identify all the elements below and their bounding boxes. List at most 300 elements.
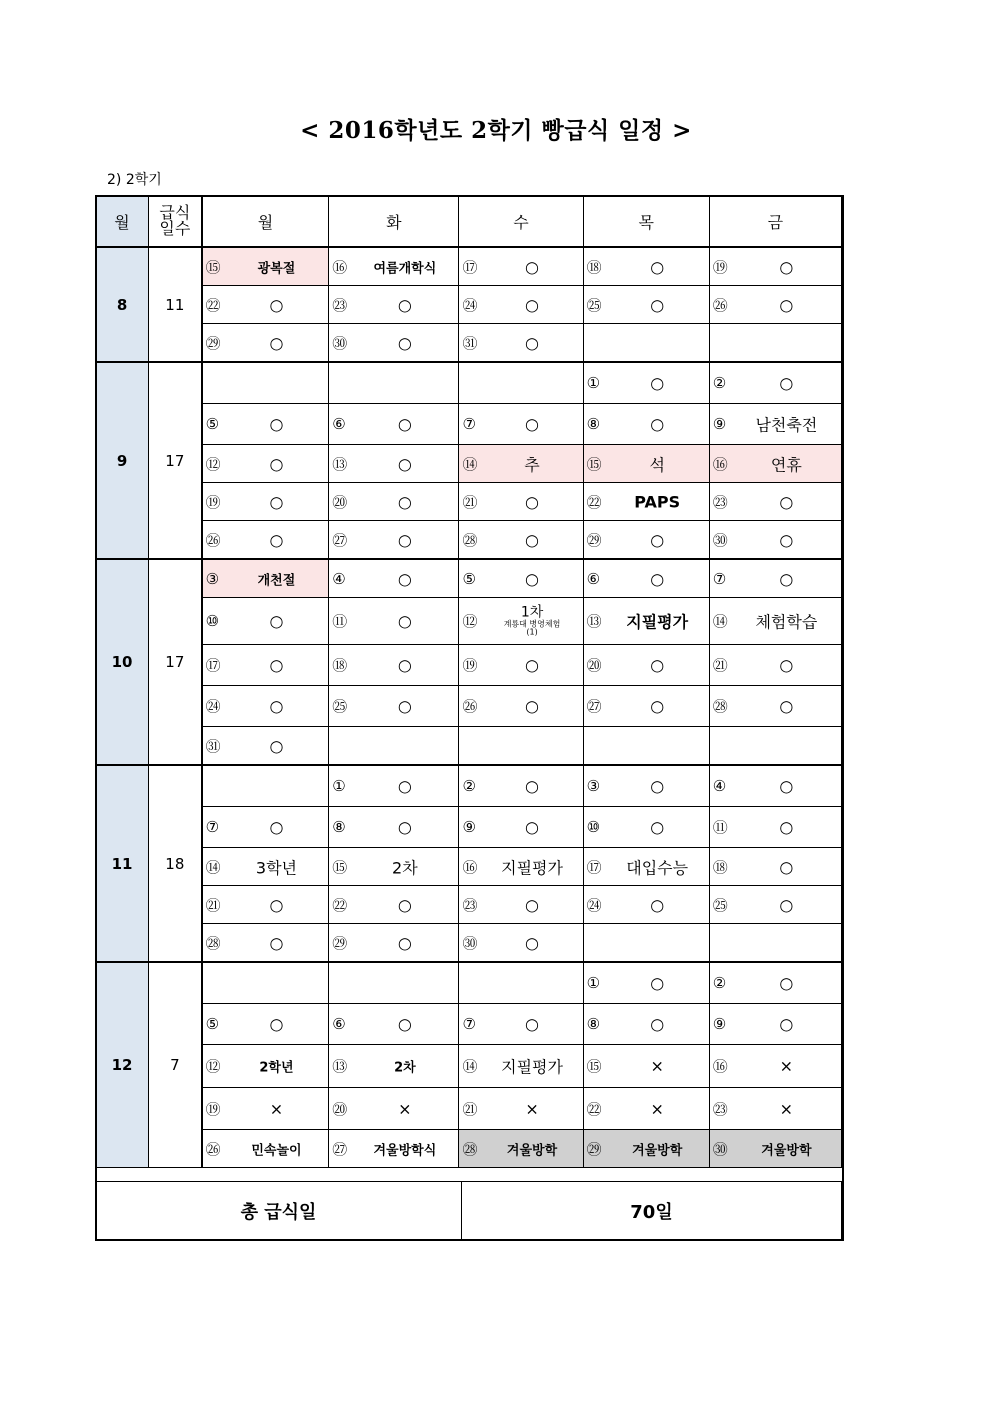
week-row xyxy=(96,1130,842,1168)
no-meal-mark: × xyxy=(398,1099,412,1118)
week-row xyxy=(96,559,842,598)
day-cell-mon xyxy=(202,886,329,924)
day-event: 겨울방학식 xyxy=(373,1143,437,1158)
meal-mark: ○ xyxy=(397,933,412,952)
meal-mark: ○ xyxy=(269,454,284,473)
day-cell-wed xyxy=(459,962,583,1004)
meal-mark: ○ xyxy=(269,414,284,434)
week-row xyxy=(96,598,842,645)
day-event: 겨울방학 xyxy=(761,1143,812,1158)
day-cell-thu xyxy=(583,727,709,766)
day-cell-tue xyxy=(329,765,459,807)
week-row xyxy=(96,924,842,963)
day-number: ⑱ xyxy=(712,858,728,876)
day-cell-fri xyxy=(709,1130,841,1168)
day-cell-mon xyxy=(202,1130,329,1168)
day-number: ㉗ xyxy=(332,1140,348,1158)
day-number: ⑫ xyxy=(205,455,221,473)
day-cell-thu xyxy=(583,1004,709,1045)
meal-mark: ○ xyxy=(269,611,284,631)
day-number: ⑦ xyxy=(462,1015,476,1033)
header-month: 월 xyxy=(96,196,149,248)
day-cell-wed xyxy=(459,324,583,363)
day-cell-mon xyxy=(202,247,329,286)
meal-mark: ○ xyxy=(779,973,794,993)
meal-day-count: 11 xyxy=(149,247,202,362)
meal-day-count: 17 xyxy=(149,362,202,559)
day-cell-wed xyxy=(459,404,583,445)
day-cell-mon xyxy=(202,404,329,445)
meal-mark: ○ xyxy=(269,492,284,511)
day-cell-tue xyxy=(329,848,459,886)
day-number: ㉓ xyxy=(462,896,478,914)
total-table xyxy=(95,1181,842,1240)
day-number: ㉙ xyxy=(586,531,602,549)
meal-mark: ○ xyxy=(269,736,284,755)
no-meal-mark: × xyxy=(779,1056,794,1076)
day-cell-tue xyxy=(329,404,459,445)
day-number: ⑬ xyxy=(332,1057,348,1076)
day-number: ⑭ xyxy=(712,612,728,631)
meal-mark: ○ xyxy=(525,414,540,434)
day-event: 지필평가 xyxy=(501,1057,563,1077)
day-number: ⑨ xyxy=(712,415,727,433)
day-cell-tue xyxy=(329,247,459,286)
day-number: ① xyxy=(332,777,346,795)
day-number: ⑥ xyxy=(586,569,601,588)
day-number: ⑭ xyxy=(205,858,221,876)
day-cell-thu xyxy=(583,362,709,404)
day-cell-thu xyxy=(583,445,709,483)
day-number: ㉚ xyxy=(712,531,728,549)
day-number: ⑱ xyxy=(586,258,602,276)
day-number: ㉙ xyxy=(205,334,221,352)
day-event: 3학년 xyxy=(255,858,297,877)
meal-mark: ○ xyxy=(397,655,412,675)
day-number: ㉘ xyxy=(712,697,728,716)
meal-mark: ○ xyxy=(779,696,794,716)
meal-mark: ○ xyxy=(525,895,540,914)
week-row xyxy=(96,962,842,1004)
day-number: ⑬ xyxy=(332,455,348,473)
day-number: ⑯ xyxy=(712,1057,728,1076)
meal-mark: ○ xyxy=(269,817,284,837)
meal-mark: ○ xyxy=(269,295,284,314)
day-cell-thu xyxy=(583,404,709,445)
meal-mark: ○ xyxy=(397,895,412,914)
week-row xyxy=(96,686,842,727)
day-number: ㉓ xyxy=(712,1100,728,1118)
day-cell-wed xyxy=(459,848,583,886)
day-number: ㉚ xyxy=(332,334,348,352)
day-number: ③ xyxy=(586,777,601,795)
meal-mark: ○ xyxy=(269,895,284,914)
month-label: 9 xyxy=(96,362,149,559)
week-row xyxy=(96,727,842,766)
meal-mark: ○ xyxy=(525,655,540,675)
day-number: ⑲ xyxy=(712,258,728,276)
day-cell-fri xyxy=(709,962,841,1004)
meal-mark: ○ xyxy=(525,569,540,588)
day-cell-mon xyxy=(202,362,329,404)
day-number: ⑳ xyxy=(332,1100,348,1118)
day-cell-thu xyxy=(583,286,709,324)
meal-mark: ○ xyxy=(650,696,665,716)
meal-mark: ○ xyxy=(650,1014,665,1034)
meal-mark: ○ xyxy=(779,569,794,588)
meal-mark: ○ xyxy=(269,1014,284,1034)
day-cell-wed xyxy=(459,686,583,727)
day-number: ④ xyxy=(332,569,346,588)
day-number: ⑩ xyxy=(205,612,220,630)
day-number: ㉕ xyxy=(712,896,728,914)
day-event: 겨울방학 xyxy=(632,1143,683,1158)
day-number: ⑰ xyxy=(462,258,478,276)
meal-mark: ○ xyxy=(269,655,284,675)
day-number: ⑧ xyxy=(332,818,346,836)
day-event: 2차 xyxy=(394,1060,416,1076)
day-cell-thu xyxy=(583,962,709,1004)
meal-mark: ○ xyxy=(779,257,794,276)
day-cell-mon xyxy=(202,924,329,963)
day-cell-mon xyxy=(202,286,329,324)
day-number: ㉘ xyxy=(462,1140,478,1158)
day-cell-tue xyxy=(329,362,459,404)
meal-mark: ○ xyxy=(397,696,412,716)
day-cell-thu xyxy=(583,483,709,521)
day-cell-thu xyxy=(583,886,709,924)
day-cell-wed xyxy=(459,598,583,645)
week-row xyxy=(96,886,842,924)
day-cell-thu xyxy=(583,645,709,686)
day-cell-mon xyxy=(202,962,329,1004)
day-number: ⑫ xyxy=(462,612,478,631)
day-cell-wed xyxy=(459,1045,583,1088)
meal-mark: ○ xyxy=(525,1014,540,1034)
meal-mark: ○ xyxy=(779,295,794,314)
day-event: 개천절 xyxy=(257,573,296,588)
day-cell-thu xyxy=(583,924,709,963)
day-number: ⑮ xyxy=(586,1057,602,1076)
day-cell-fri xyxy=(709,521,841,560)
header-thu: 목 xyxy=(583,196,709,248)
day-cell-wed xyxy=(459,645,583,686)
day-cell-tue xyxy=(329,286,459,324)
day-number: ⑩ xyxy=(586,818,601,836)
week-row xyxy=(96,848,842,886)
day-cell-mon xyxy=(202,324,329,363)
day-number: ⑯ xyxy=(712,455,728,473)
day-number: ㉛ xyxy=(205,737,221,755)
day-event: 광복절 xyxy=(257,261,296,276)
day-event xyxy=(485,605,578,636)
day-cell-thu xyxy=(583,598,709,645)
day-number: ⑬ xyxy=(586,612,602,631)
day-cell-thu xyxy=(583,1130,709,1168)
meal-day-count: 7 xyxy=(149,962,202,1168)
day-event: 남천축전 xyxy=(755,415,818,435)
day-number: ㉚ xyxy=(462,934,478,952)
meal-mark: ○ xyxy=(779,373,794,393)
day-event-note: 계룡대 병영체험 xyxy=(503,618,561,628)
week-row xyxy=(96,247,842,286)
day-number: ㉓ xyxy=(332,296,348,314)
meal-mark: ○ xyxy=(525,696,540,716)
meal-mark: ○ xyxy=(397,492,412,511)
meal-mark: ○ xyxy=(525,817,540,837)
day-cell-tue xyxy=(329,807,459,848)
schedule-table xyxy=(95,195,842,1168)
total-value: 70일 xyxy=(462,1182,842,1240)
day-number: ⑪ xyxy=(712,818,728,837)
meal-mark: ○ xyxy=(779,857,794,876)
day-cell-wed xyxy=(459,559,583,598)
meal-mark: ○ xyxy=(397,817,412,837)
day-cell-fri xyxy=(709,807,841,848)
meal-mark: ○ xyxy=(397,569,412,588)
day-event: 2차 xyxy=(392,858,418,877)
month-label: 12 xyxy=(96,962,149,1168)
day-cell-mon xyxy=(202,645,329,686)
day-cell-tue xyxy=(329,727,459,766)
day-cell-fri xyxy=(709,645,841,686)
meal-mark: ○ xyxy=(650,414,665,434)
day-number: ㉑ xyxy=(462,1100,478,1118)
day-number: ④ xyxy=(712,777,727,795)
day-cell-mon xyxy=(202,1045,329,1088)
day-number: ⑨ xyxy=(712,1015,727,1033)
day-cell-tue xyxy=(329,559,459,598)
day-number: ⑧ xyxy=(586,415,601,433)
meal-mark: ○ xyxy=(650,655,665,675)
day-cell-wed xyxy=(459,924,583,963)
day-cell-thu xyxy=(583,324,709,363)
day-cell-mon xyxy=(202,598,329,645)
day-cell-mon xyxy=(202,686,329,727)
day-cell-fri xyxy=(709,286,841,324)
day-number: ⑦ xyxy=(712,569,727,588)
week-row xyxy=(96,645,842,686)
meal-mark: ○ xyxy=(397,530,412,549)
day-event: 여름개학식 xyxy=(373,261,437,276)
day-cell-thu xyxy=(583,521,709,560)
day-cell-tue xyxy=(329,962,459,1004)
day-cell-wed xyxy=(459,445,583,483)
day-cell-tue xyxy=(329,886,459,924)
day-cell-wed xyxy=(459,765,583,807)
day-number: ㉒ xyxy=(586,1100,602,1118)
day-number: ⑲ xyxy=(205,1100,221,1118)
day-number: ⑨ xyxy=(462,818,476,836)
day-cell-mon xyxy=(202,483,329,521)
meal-mark: ○ xyxy=(397,454,412,473)
week-row xyxy=(96,1088,842,1130)
day-number: ㉖ xyxy=(712,296,728,314)
header-wed: 수 xyxy=(459,196,583,248)
day-cell-thu xyxy=(583,765,709,807)
no-meal-mark: × xyxy=(525,1099,539,1118)
day-number: ⑳ xyxy=(332,493,348,511)
day-number: ⑥ xyxy=(332,1015,346,1033)
day-cell-fri xyxy=(709,886,841,924)
week-row xyxy=(96,807,842,848)
day-cell-tue xyxy=(329,1045,459,1088)
day-number: ⑤ xyxy=(205,1015,220,1033)
meal-mark: ○ xyxy=(397,295,412,314)
day-cell-fri xyxy=(709,765,841,807)
day-cell-wed xyxy=(459,483,583,521)
day-event: 석 xyxy=(649,455,665,474)
day-number: ㉙ xyxy=(586,1140,602,1158)
day-cell-fri xyxy=(709,559,841,598)
meal-mark: ○ xyxy=(650,295,665,314)
meal-mark: ○ xyxy=(525,933,540,952)
meal-mark: ○ xyxy=(779,1014,794,1034)
day-number: ㉔ xyxy=(586,896,602,914)
day-cell-tue xyxy=(329,445,459,483)
day-number: ⑲ xyxy=(205,493,221,511)
day-cell-wed xyxy=(459,727,583,766)
meal-mark: ○ xyxy=(650,569,665,588)
day-cell-mon xyxy=(202,1088,329,1130)
meal-mark: ○ xyxy=(779,530,794,549)
day-cell-tue xyxy=(329,521,459,560)
week-row xyxy=(96,445,842,483)
day-cell-fri xyxy=(709,848,841,886)
day-cell-tue xyxy=(329,324,459,363)
meal-mark: ○ xyxy=(397,414,412,434)
week-row xyxy=(96,765,842,807)
week-row xyxy=(96,404,842,445)
week-row xyxy=(96,521,842,560)
day-number: ㉘ xyxy=(205,934,221,952)
day-event: 체험학습 xyxy=(755,612,818,632)
day-cell-fri xyxy=(709,404,841,445)
day-number: ① xyxy=(586,974,601,992)
day-number: ㉑ xyxy=(205,896,221,914)
day-number: ㉛ xyxy=(462,334,478,352)
header-mon: 월 xyxy=(202,196,329,248)
meal-mark: ○ xyxy=(779,492,794,511)
day-number: ㉚ xyxy=(712,1140,728,1158)
meal-mark: ○ xyxy=(650,257,665,276)
day-cell-tue xyxy=(329,686,459,727)
day-event: 추 xyxy=(524,455,540,474)
meal-mark: ○ xyxy=(650,776,665,796)
day-cell-wed xyxy=(459,247,583,286)
day-number: ⑭ xyxy=(462,455,478,473)
day-cell-thu xyxy=(583,1088,709,1130)
day-cell-mon xyxy=(202,807,329,848)
day-event-line: 1차 xyxy=(520,604,544,621)
header-count-label: 급식 일수 xyxy=(159,203,191,238)
meal-mark: ○ xyxy=(525,776,540,796)
meal-mark: ○ xyxy=(650,373,665,393)
total-row xyxy=(96,1182,842,1240)
day-cell-mon xyxy=(202,1004,329,1045)
meal-mark: ○ xyxy=(525,530,540,549)
day-cell-mon xyxy=(202,445,329,483)
day-number: ㉗ xyxy=(332,531,348,549)
no-meal-mark: × xyxy=(269,1099,284,1118)
day-number: ㉖ xyxy=(462,697,478,716)
day-number: ⑯ xyxy=(332,258,348,276)
day-cell-mon xyxy=(202,559,329,598)
day-number: ㉖ xyxy=(205,1140,221,1158)
day-number: ㉒ xyxy=(205,296,221,314)
month-label: 10 xyxy=(96,559,149,765)
day-event: 대입수능 xyxy=(626,858,689,877)
day-number: ㉗ xyxy=(586,697,602,716)
day-cell-tue xyxy=(329,1088,459,1130)
day-cell-thu xyxy=(583,686,709,727)
meal-mark: ○ xyxy=(779,776,794,796)
day-cell-fri xyxy=(709,1088,841,1130)
day-number: ⑤ xyxy=(462,569,476,588)
header-row xyxy=(96,196,842,248)
day-number: ⑳ xyxy=(586,656,602,675)
day-event: PAPS xyxy=(634,492,681,511)
meal-day-count: 17 xyxy=(149,559,202,765)
day-cell-fri xyxy=(709,1045,841,1088)
day-cell-wed xyxy=(459,362,583,404)
day-number: ⑯ xyxy=(462,858,478,876)
no-meal-mark: × xyxy=(650,1099,664,1118)
day-cell-wed xyxy=(459,886,583,924)
meal-mark: ○ xyxy=(650,895,665,914)
day-cell-fri xyxy=(709,247,841,286)
week-row xyxy=(96,1045,842,1088)
day-cell-wed xyxy=(459,521,583,560)
day-number: ⑫ xyxy=(205,1057,221,1076)
day-cell-tue xyxy=(329,645,459,686)
day-number: ㉓ xyxy=(712,493,728,511)
day-number: ⑪ xyxy=(332,612,348,631)
day-cell-thu xyxy=(583,559,709,598)
no-meal-mark: × xyxy=(779,1099,794,1118)
header-tue: 화 xyxy=(329,196,459,248)
day-number: ⑥ xyxy=(332,415,346,433)
no-meal-mark: × xyxy=(650,1056,664,1076)
day-event-note-number: (1) xyxy=(526,627,538,637)
day-cell-thu xyxy=(583,807,709,848)
day-cell-mon xyxy=(202,765,329,807)
header-count xyxy=(149,196,202,248)
day-cell-mon xyxy=(202,727,329,766)
day-number: ⑮ xyxy=(205,258,221,276)
day-cell-thu xyxy=(583,848,709,886)
week-row xyxy=(96,286,842,324)
day-cell-tue xyxy=(329,924,459,963)
day-number: ② xyxy=(462,777,476,795)
meal-mark: ○ xyxy=(779,655,794,675)
total-label: 총 급식일 xyxy=(96,1182,462,1240)
day-cell-tue xyxy=(329,1004,459,1045)
day-cell-tue xyxy=(329,598,459,645)
week-row xyxy=(96,362,842,404)
day-number: ㉑ xyxy=(712,656,728,675)
meal-mark: ○ xyxy=(650,973,665,993)
day-number: ㉕ xyxy=(332,697,348,716)
day-number: ⑦ xyxy=(462,415,476,433)
day-number: ⑮ xyxy=(332,858,348,876)
day-number: ⑭ xyxy=(462,1057,478,1076)
day-cell-tue xyxy=(329,1130,459,1168)
day-cell-tue xyxy=(329,483,459,521)
day-cell-fri xyxy=(709,1004,841,1045)
day-cell-wed xyxy=(459,1130,583,1168)
day-number: ㉖ xyxy=(205,531,221,549)
